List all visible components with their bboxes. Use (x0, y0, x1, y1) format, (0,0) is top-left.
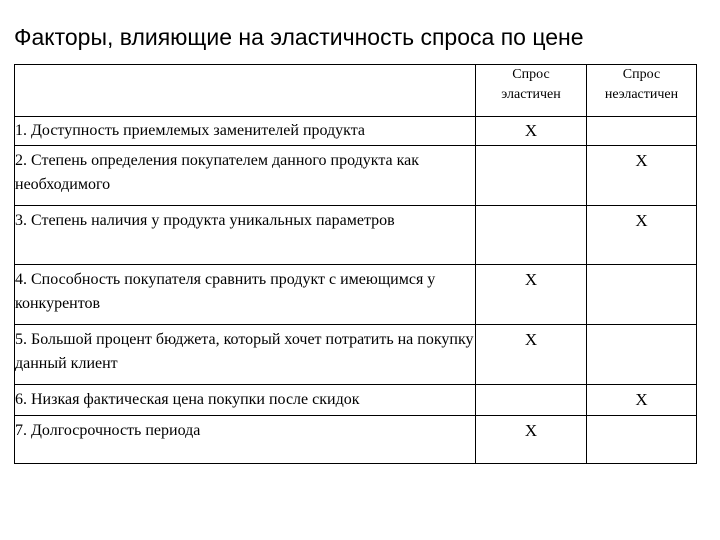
table-row (15, 146, 697, 206)
inelastic-mark (587, 117, 697, 146)
table-row (15, 325, 697, 385)
table-row (15, 385, 697, 416)
inelastic-mark (587, 416, 697, 464)
header-inelastic-line-1: Спрос (622, 67, 661, 82)
inelastic-mark: X (587, 385, 697, 416)
header-inelastic-line-2: неэластичен (604, 87, 679, 102)
page-title: Факторы, влияющие на эластичность спроса по цене (14, 24, 584, 50)
table-row (15, 416, 697, 464)
factor-cell: 4. Способность покупателя сравнить продукт с имеющимся у конкурентов (15, 265, 476, 325)
elastic-mark: X (476, 416, 587, 464)
inelastic-mark (587, 325, 697, 385)
elastic-mark (476, 385, 587, 416)
header-inelastic (587, 65, 697, 117)
table-header-row (15, 65, 697, 117)
inelastic-mark (587, 265, 697, 325)
elasticity-factors-table (14, 64, 697, 464)
inelastic-mark: X (587, 206, 697, 265)
header-elastic (476, 65, 587, 117)
table-row (15, 117, 697, 146)
header-factor-cell (15, 65, 476, 117)
elastic-mark (476, 206, 587, 265)
header-elastic-line-1: Спрос (512, 67, 550, 82)
table-row (15, 265, 697, 325)
elastic-mark: X (476, 265, 587, 325)
table-row (15, 206, 697, 265)
factor-cell: 2. Степень определения покупателем данного продукта как необходимого (15, 146, 476, 206)
factor-cell: 5. Большой процент бюджета, который хочет потратить на покупку данный клиент (15, 325, 476, 385)
factor-cell: 1. Доступность приемлемых заменителей продукта (15, 117, 476, 146)
header-elastic-line-2: эластичен (501, 87, 561, 102)
factor-cell: 3. Степень наличия у продукта уникальных параметров (15, 206, 476, 265)
factor-cell: 7. Долгосрочность периода (15, 416, 476, 464)
factor-cell: 6. Низкая фактическая цена покупки после скидок (15, 385, 476, 416)
elastic-mark (476, 146, 587, 206)
elastic-mark: X (476, 325, 587, 385)
inelastic-mark: X (587, 146, 697, 206)
elastic-mark: X (476, 117, 587, 146)
